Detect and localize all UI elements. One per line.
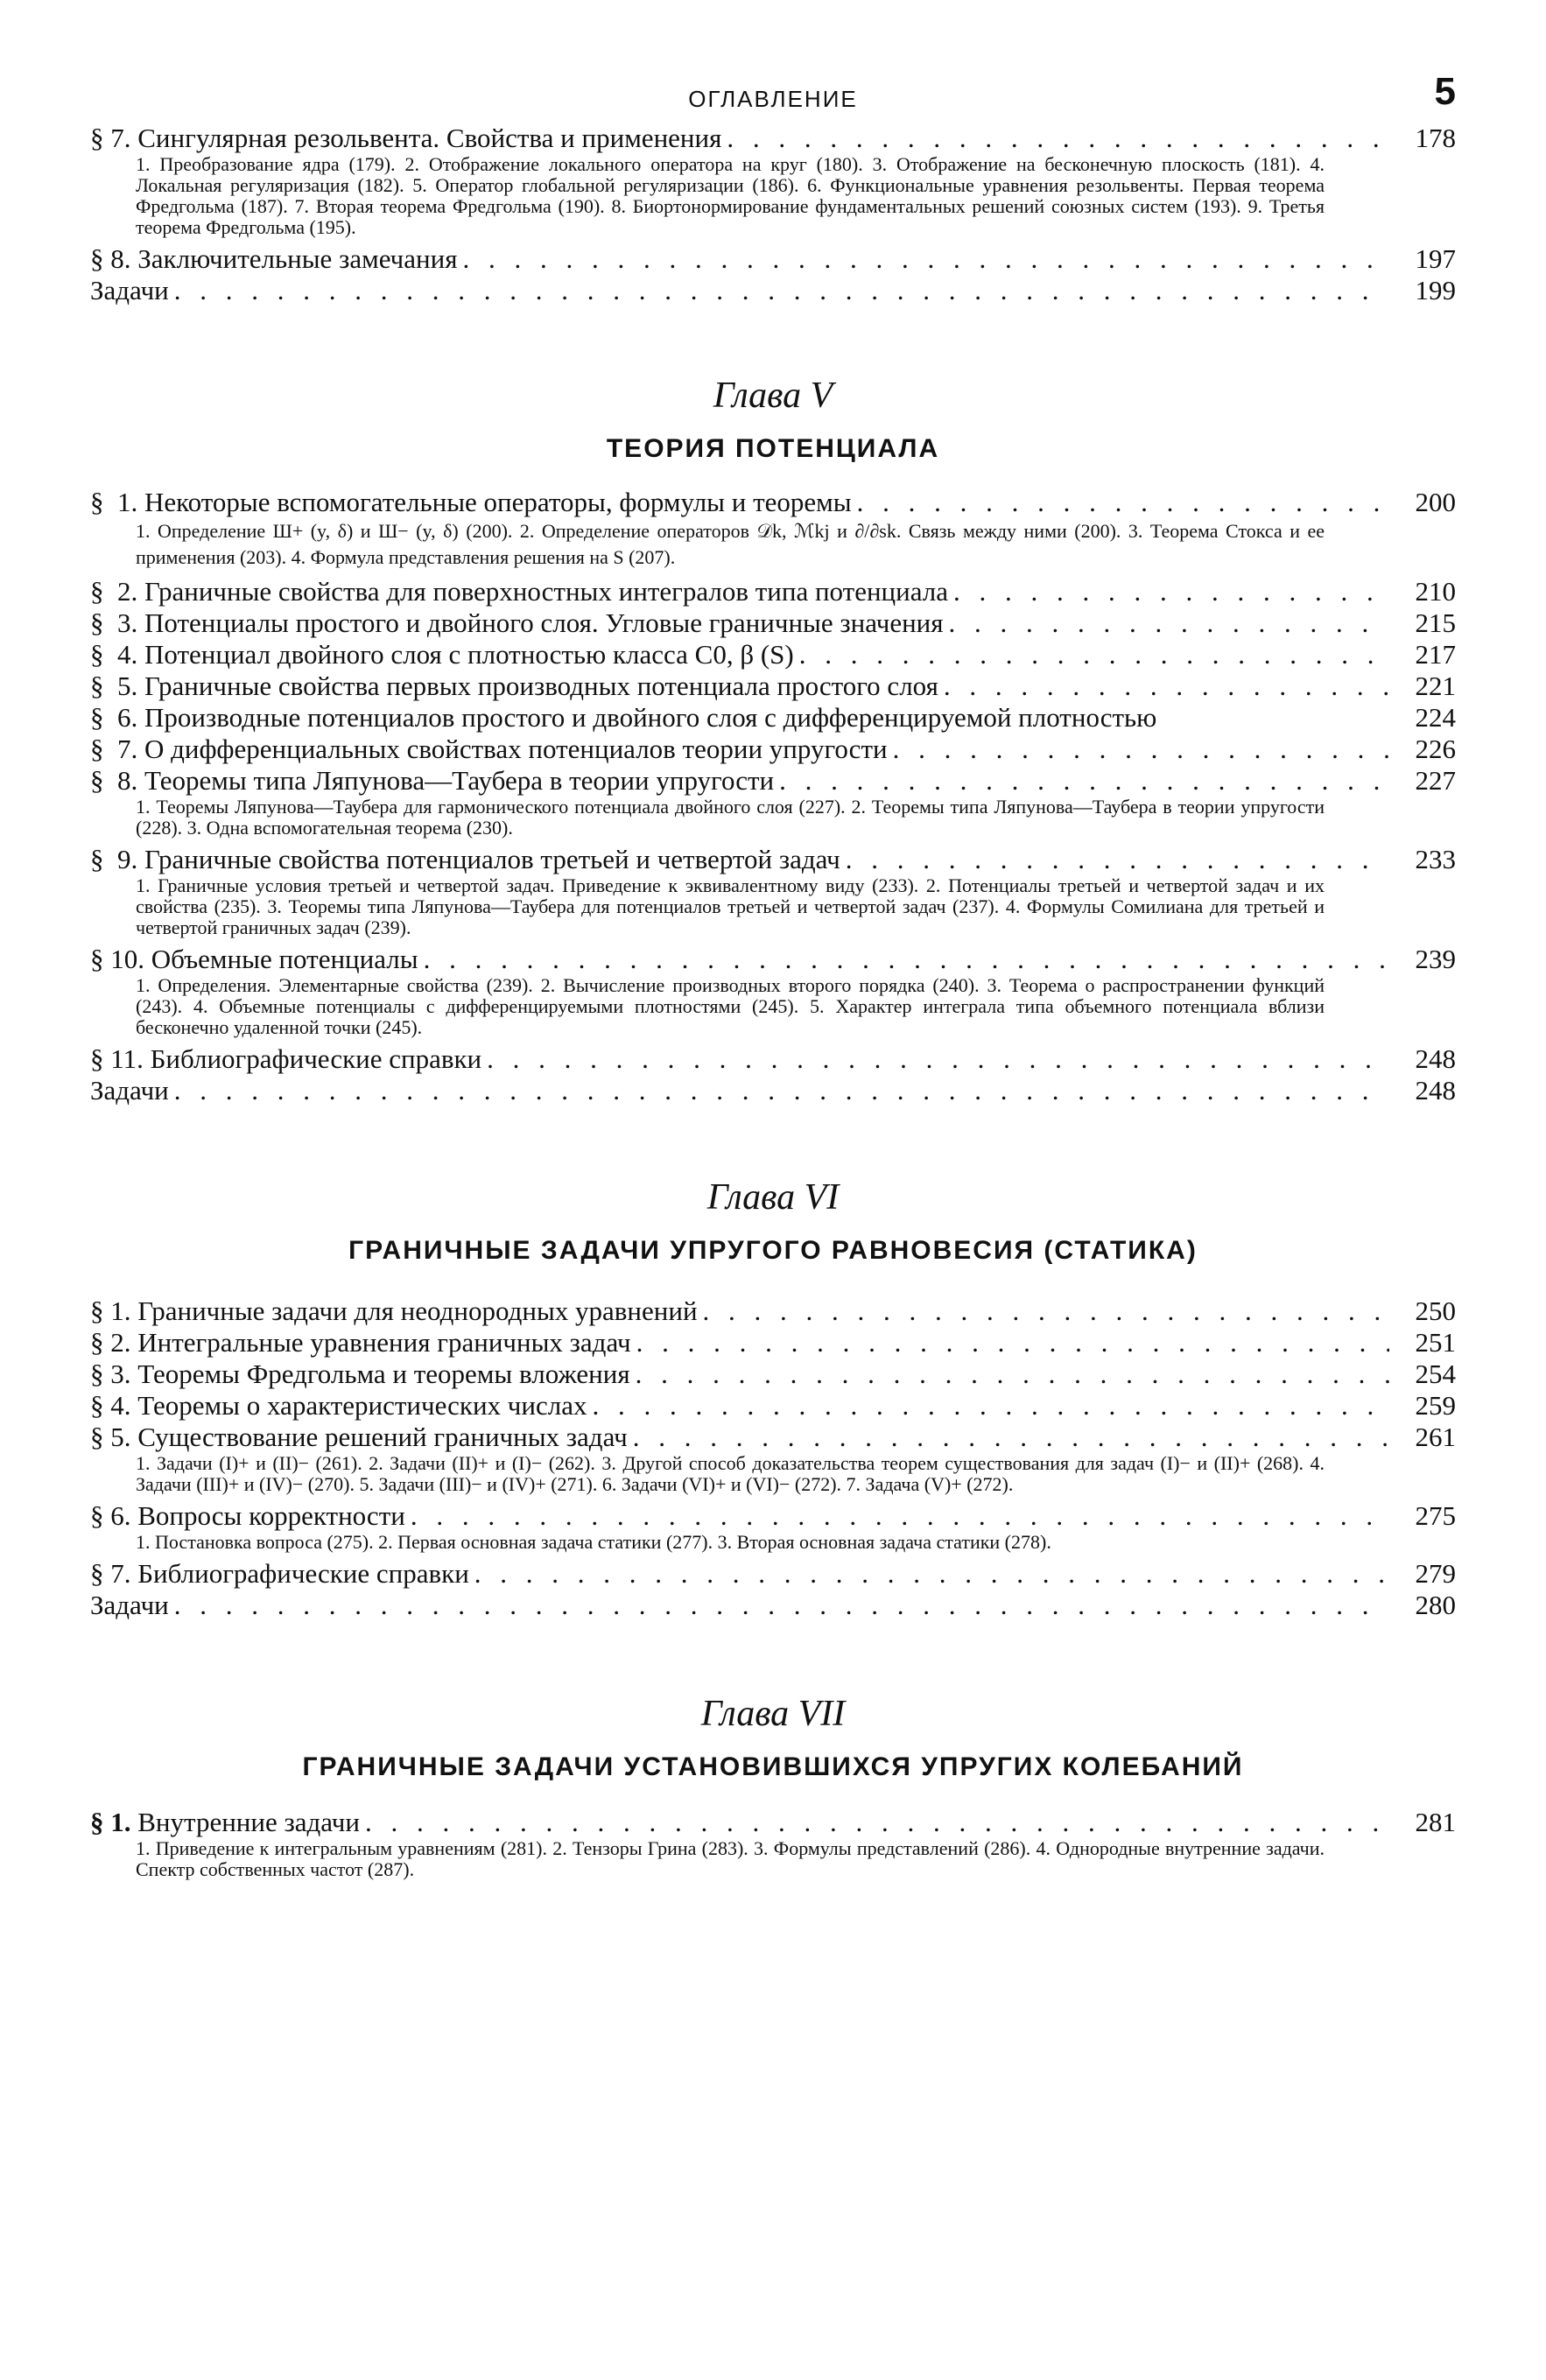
subsection-list: 1. Приведение к интегральным уравнениям (281). 2. Тензоры Грина (283). 3. Формулы представлений (286). 4. Однородные внутренние задачи. Спектр собственных частот (287). [136,1837,1325,1880]
chapter-label: Глава VI [706,1177,840,1218]
toc-entry-tasks [90,1590,1456,1621]
toc-entry [90,1358,1456,1390]
section-page: 178 [1415,123,1456,153]
section-page: 275 [1415,1500,1456,1531]
section-page: 197 [1415,243,1456,274]
toc-entry [90,944,1456,975]
section-page: 251 [1415,1327,1456,1358]
section-title: Теоремы типа Ляпунова—Таубера в теории упругости [144,765,775,796]
section-title: Вопросы корректности [137,1500,405,1531]
section-page: 217 [1415,639,1456,670]
section-page: 248 [1415,1043,1456,1074]
toc-entry [90,670,1456,702]
section-page: 259 [1415,1390,1456,1421]
section-number: § 4. [90,1390,131,1421]
toc-entry-tasks [90,275,1456,306]
running-head [90,70,1456,123]
section-number: § 3. [90,607,138,638]
section-number: § 1. [90,1807,131,1837]
section-title: О дифференциальных свойствах потенциалов теории упругости [144,734,888,764]
section-page: 254 [1415,1358,1456,1389]
toc-entry [90,123,1456,154]
section-number: § 7. [90,123,131,153]
section-page: 279 [1415,1558,1456,1589]
section-title: Потенциал двойного слоя с плотностью класса C0, β (S) [144,639,794,670]
page-number: 5 [1434,70,1456,113]
toc-entry [90,1558,1456,1590]
section-page: 233 [1415,844,1456,874]
section-page: 221 [1415,670,1456,701]
toc-entry [90,576,1456,607]
subsection-list: 1. Определение Ш+ (y, δ) и Ш− (y, δ) (200). 2. Определение операторов 𝒟k, ℳkj и ∂/∂sk. Связь между ними (200). 3. Теорема Стокса и ее применения (203). 4. Формула представления решения на S (207). [136,520,1325,568]
chapter-label: Глава VII [700,1694,846,1734]
section-page: 215 [1415,607,1456,638]
section-number: § 5. [90,670,138,701]
section-title: Задачи [90,1075,169,1106]
section-title: Задачи [90,1590,169,1620]
chapter-title: ГРАНИЧНЫЕ ЗАДАЧИ УСТАНОВИВШИХСЯ УПРУГИХ КОЛЕБАНИЙ [302,1752,1244,1781]
section-number: § 2. [90,1327,131,1358]
subsection-list: 1. Определения. Элементарные свойства (239). 2. Вычисление производных второго порядка (240). 3. Теорема о распространении функций (243). 4. Объемные потенциалы с дифференцируемыми плотностями (245). 5. Характер интеграла типа объемного потенциала вблизи бесконечно удаленной точки (245). [136,974,1325,1038]
section-number: § 7. [90,734,138,764]
section-page: 248 [1415,1075,1456,1106]
section-title: Библиографические справки [137,1558,469,1589]
toc-entry [90,734,1456,765]
toc-page [90,70,1456,1885]
toc-entry [90,1422,1456,1453]
subsection-list: 1. Граничные условия третьей и четвертой задач. Приведение к эквивалентному виду (233). 2. Потенциалы третьей и четвертой задач и их свойства (235). 3. Теоремы типа Ляпунова—Таубера для потенциалов третьей и четвертой задач (237). 4. Формулы Сомилиана для третьей и четвертой граничных задач (239). [136,874,1325,938]
toc-entry [90,1500,1456,1532]
toc-entry [90,243,1456,275]
section-title: Некоторые вспомогательные операторы, формулы и теоремы [144,487,852,517]
section-number: § 5. [90,1422,131,1452]
section-number: § 8. [90,243,131,274]
toc-entry [90,1390,1456,1422]
section-number: § 9. [90,844,138,874]
toc-entry [90,1295,1456,1327]
chapter-label: Глава V [713,376,833,416]
running-head-title: ОГЛАВЛЕНИЕ [688,86,858,112]
section-number: § 7. [90,1558,131,1589]
toc-entry [90,702,1456,734]
toc-entry [90,1043,1456,1075]
section-number: § 6. [90,1500,131,1531]
section-page: 224 [1415,702,1456,733]
section-number: § 11. [90,1043,144,1074]
toc-entry [90,1807,1456,1838]
section-title: Теоремы Фредгольма и теоремы вложения [137,1358,630,1389]
section-page: 200 [1415,487,1456,517]
section-page: 250 [1415,1295,1456,1326]
chapter-title: ГРАНИЧНЫЕ ЗАДАЧИ УПРУГОГО РАВНОВЕСИЯ (СТАТИКА) [348,1236,1198,1265]
section-page: 239 [1415,944,1456,974]
toc-entry [90,487,1456,518]
section-title: Граничные задачи для неоднородных уравнений [137,1295,698,1326]
section-title: Граничные свойства первых производных потенциала простого слоя [144,670,938,701]
section-page: 226 [1415,734,1456,764]
section-page: 199 [1415,275,1456,305]
section-number: § 1. [90,1295,131,1326]
section-page: 261 [1415,1422,1456,1452]
toc-entry [90,1327,1456,1358]
section-title: Интегральные уравнения граничных задач [137,1327,631,1358]
section-number: § 10. [90,944,144,974]
chapter-title: ТЕОРИЯ ПОТЕНЦИАЛА [606,434,940,463]
section-page: 280 [1415,1590,1456,1620]
toc-entry [90,639,1456,670]
section-number: § 1. [90,487,138,517]
section-title: Заключительные замечания [137,243,458,274]
section-title: Внутренние задачи [137,1807,360,1837]
section-title: Потенциалы простого и двойного слоя. Угловые граничные значения [144,607,944,638]
section-number: § 3. [90,1358,131,1389]
section-title: Граничные свойства для поверхностных интегралов типа потенциала [144,576,948,607]
section-number: § 2. [90,576,138,607]
subsection-list: 1. Теоремы Ляпунова—Таубера для гармонического потенциала двойного слоя (227). 2. Теоремы типа Ляпунова—Таубера в теории упругости (228). 3. Одна вспомогательная теорема (230). [136,796,1325,839]
toc-entry [90,607,1456,639]
toc-entry [90,844,1456,875]
section-title: Библиографические справки [150,1043,482,1074]
section-page: 210 [1415,576,1456,607]
subsection-list: 1. Задачи (I)+ и (II)− (261). 2. Задачи (II)+ и (I)− (262). 3. Другой способ доказательства теорем существования для задач (I)− и (II)+ (268). 4. Задачи (III)+ и (IV)− (270). 5. Задачи (III)− и (IV)+ (271). 6. Задачи (VI)+ и (VI)− (272). 7. Задача (V)+ (272). [136,1452,1325,1495]
toc-entry-tasks [90,1075,1456,1106]
section-number: § 6. [90,702,138,733]
section-number: § 4. [90,639,138,670]
section-title: Объемные потенциалы [151,944,418,974]
toc-entry [90,765,1456,797]
section-page: 227 [1415,765,1456,796]
section-title: Теоремы о характеристических числах [137,1390,587,1421]
section-title: Существование решений граничных задач [137,1422,628,1452]
section-title: Граничные свойства потенциалов третьей и четвертой задач [144,844,840,874]
section-page: 281 [1415,1807,1456,1837]
section-title: Производные потенциалов простого и двойного слоя с дифференцируемой плотностью [144,702,1157,733]
section-title: Задачи [90,275,169,305]
section-number: § 8. [90,765,138,796]
subsection-list: 1. Преобразование ядра (179). 2. Отображение локального оператора на круг (180). 3. Отображение на бесконечную плоскость (181). 4. Локальная регуляризация (182). 5. Оператор глобальной регуляризации (186). 6. Функциональные уравнения резольвенты. Первая теорема Фредгольма (187). 7. Вторая теорема Фредгольма (190). 8. Биортонормирование фундаментальных решений союзных систем (193). 9. Третья теорема Фредгольма (195). [136,153,1325,238]
section-title: Сингулярная резольвента. Свойства и применения [137,123,722,153]
subsection-list: 1. Постановка вопроса (275). 2. Первая основная задача статики (277). 3. Вторая основная задача статики (278). [136,1531,1051,1553]
